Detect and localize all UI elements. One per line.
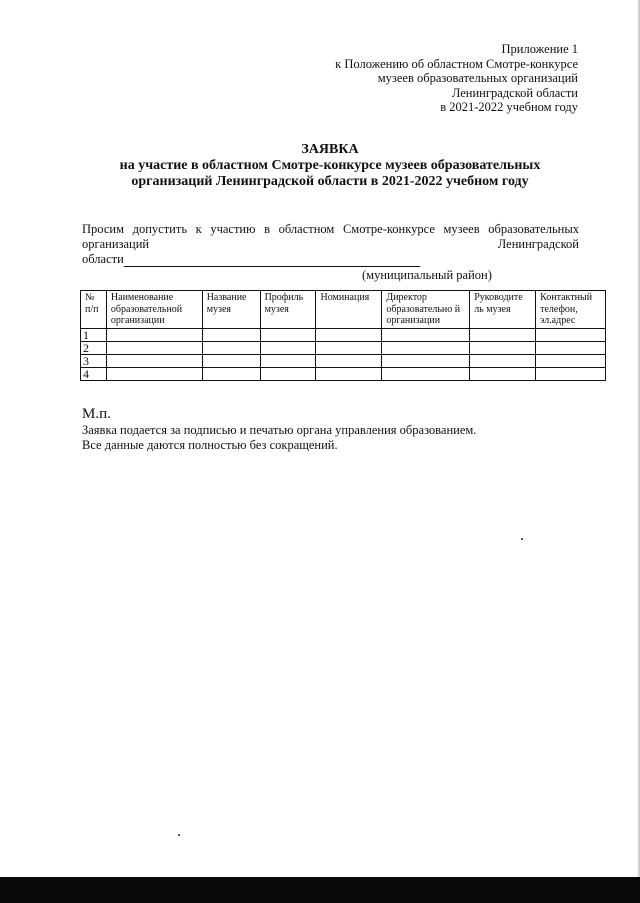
- table-cell[interactable]: [260, 355, 316, 368]
- appendix-block: [335, 42, 578, 115]
- request-line: Просим допустить к участию в областном Смотре-конкурсе музеев образовательных: [82, 222, 579, 236]
- request-line: [82, 237, 579, 252]
- seal-place-label: М.п.: [82, 406, 111, 422]
- table-header-cell: Номинация: [316, 291, 382, 329]
- table-cell[interactable]: [106, 355, 202, 368]
- scan-bottom-border: [0, 877, 640, 903]
- table-cell[interactable]: [260, 342, 316, 355]
- table-cell[interactable]: [202, 355, 260, 368]
- request-word: Ленинградской: [497, 237, 579, 251]
- table-header-cell: Контактный телефон, эл.адрес: [536, 291, 606, 329]
- table-cell[interactable]: [316, 355, 382, 368]
- appendix-line: к Положению об областном Смотре-конкурсе: [335, 56, 578, 71]
- appendix-line: Ленинградской области: [451, 85, 578, 100]
- request-word: области: [82, 252, 124, 266]
- table-header-cell: Директор образовательно й организации: [382, 291, 470, 329]
- document-subtitle-line: на участие в областном Смотре-конкурсе музеев образовательных: [119, 158, 541, 173]
- table-header-cell: Руководите ль музея: [470, 291, 536, 329]
- notes-block: [82, 405, 602, 453]
- row-number: 1: [81, 329, 107, 342]
- note-line: Заявка подается за подписью и печатью органа управления образованием.: [82, 423, 477, 437]
- district-blank-line[interactable]: [124, 254, 420, 267]
- table-row: [81, 329, 606, 342]
- table-cell[interactable]: [106, 342, 202, 355]
- scan-speck: [178, 834, 180, 836]
- request-paragraph: [82, 222, 579, 283]
- table-cell[interactable]: [536, 329, 606, 342]
- table-cell[interactable]: [382, 329, 470, 342]
- table-row: [81, 342, 606, 355]
- application-table: [80, 290, 606, 381]
- table-row: [81, 355, 606, 368]
- table-cell[interactable]: [316, 368, 382, 381]
- table-cell[interactable]: [202, 342, 260, 355]
- appendix-line: в 2021-2022 учебном году: [440, 100, 578, 115]
- table-cell[interactable]: [260, 368, 316, 381]
- table-header-cell: Наименование образовательной организации: [106, 291, 202, 329]
- appendix-line: Приложение 1: [501, 42, 578, 56]
- table-cell[interactable]: [382, 342, 470, 355]
- table-cell[interactable]: [106, 329, 202, 342]
- table-cell[interactable]: [470, 342, 536, 355]
- scan-speck: [521, 538, 523, 540]
- note-line: Все данные даются полностью без сокращений.: [82, 438, 338, 452]
- row-number: 2: [81, 342, 107, 355]
- table-header-cell: Название музея: [202, 291, 260, 329]
- request-word: организаций: [82, 237, 150, 251]
- table-cell[interactable]: [316, 342, 382, 355]
- row-number: 4: [81, 368, 107, 381]
- document-heading: [60, 142, 600, 190]
- row-number: 3: [81, 355, 107, 368]
- appendix-line: музеев образовательных организаций: [377, 71, 578, 86]
- table-cell[interactable]: [202, 368, 260, 381]
- request-line: [82, 252, 579, 267]
- table-header-cell: Профиль музея: [260, 291, 316, 329]
- table-cell[interactable]: [536, 368, 606, 381]
- table-cell[interactable]: [470, 329, 536, 342]
- document-title: ЗАЯВКА: [301, 142, 359, 157]
- table-cell[interactable]: [316, 329, 382, 342]
- table-cell[interactable]: [536, 342, 606, 355]
- table-cell[interactable]: [260, 329, 316, 342]
- table-header-cell: № п/п: [81, 291, 107, 329]
- table-row: [81, 368, 606, 381]
- table-cell[interactable]: [382, 368, 470, 381]
- table-cell[interactable]: [202, 329, 260, 342]
- document-subtitle-line: организаций Ленинградской области в 2021-2022 учебном году: [131, 174, 529, 189]
- table-cell[interactable]: [470, 368, 536, 381]
- table-cell[interactable]: [382, 355, 470, 368]
- table-cell[interactable]: [470, 355, 536, 368]
- table-header-row: [81, 291, 606, 329]
- table-cell[interactable]: [106, 368, 202, 381]
- district-caption: (муниципальный район): [362, 268, 492, 282]
- table-cell[interactable]: [536, 355, 606, 368]
